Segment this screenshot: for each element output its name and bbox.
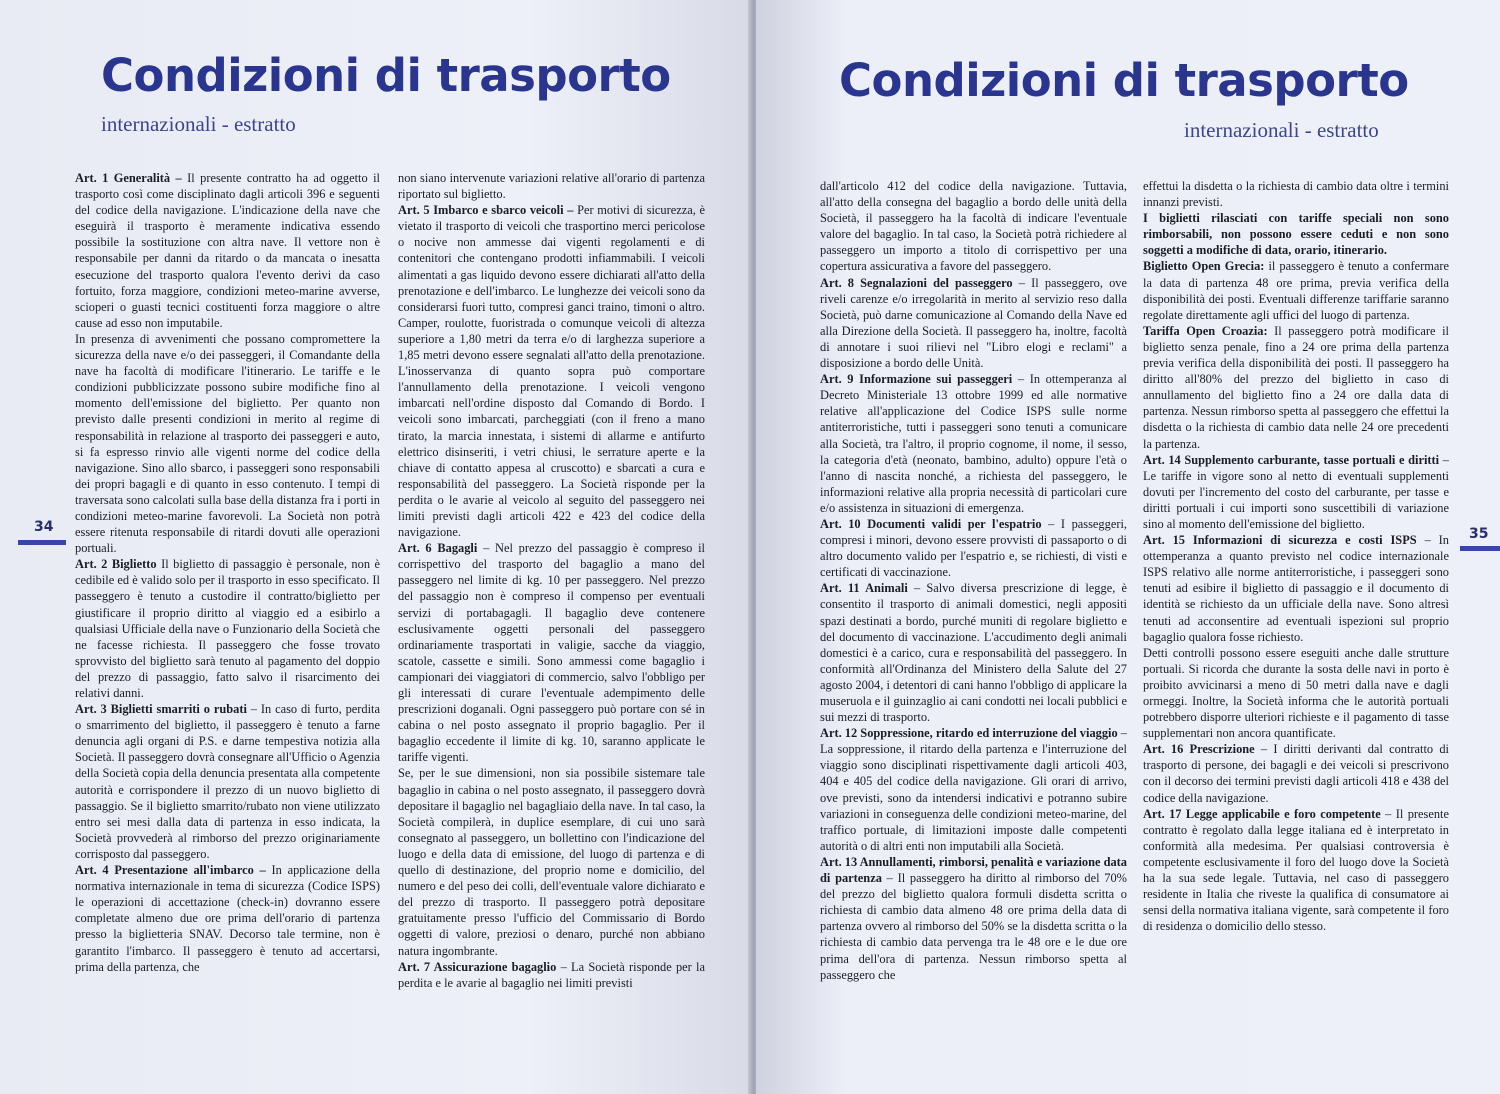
text-column-1	[75, 170, 380, 975]
article-body: dall'articolo 412 del codice della navigazione. Tuttavia, all'atto della consegna del bagaglio a bordo delle unità della Società, il passeggero ha la facoltà di indicare l'eventuale valore del bagaglio. In tal caso, la Società potrà richiedere al passeggero un importo a titolo di corrispettivo per una copertura assicurativa a favore del passeggero.	[820, 179, 1127, 274]
article-body: In applicazione della normativa internazionale in tema di sicurezza (Codice ISPS) le operazioni di accettazione (check-in) dovranno essere completate almeno due ore prima dell'orario di partenza presso la biglietteria SNAV. Decorso tale termine, non è garantito l'imbarco. Il passeggero è tenuto ad accertarsi, prima della partenza, che	[75, 863, 380, 974]
text-column-2	[398, 170, 705, 991]
article-body: Detti controlli possono essere eseguiti anche dalle strutture portuali. Si ricorda che durante la sosta delle navi in porto è proibito avvicinarsi a meno di 50 metri dalla nave e dagli ormeggi. Inoltre, la Società informa che le autorità portuali potrebbero disporre ulteriori richieste e il pagamento di tasse supplementari non ancora quantificate.	[1143, 645, 1449, 741]
article-heading: Art. 7 Assicurazione bagaglio	[398, 959, 557, 974]
article-paragraph	[1143, 532, 1449, 645]
article-paragraph	[75, 331, 380, 556]
article-heading: Tariffa Open Croazia:	[1143, 323, 1268, 338]
page-subtitle: internazionali - estratto	[1184, 118, 1379, 142]
page-title: Condizioni di trasporto	[839, 54, 1409, 107]
article-body: – Il passeggero ha diritto al rimborso del 70% del prezzo del biglietto qualora formuli disdetta scritta o richiesta di cambio data almeno 48 ore prima della data di partenza ovvero al rimborso del 50% se la disdetta scritta o la richiesta di cambio data pervenga tra le 48 ore e le due ore prima dell'ora di partenza. Nessun rimborso spetta al passeggero che	[820, 871, 1127, 982]
article-paragraph	[1143, 258, 1449, 322]
article-body: – I diritti derivanti dal contratto di trasporto di persone, dei bagagli e dei veicoli si prescrivono con il decorso dei termini previsti dagli articoli 418 e 438 del codice della navigazione.	[1143, 742, 1449, 805]
article-heading: Art. 6 Bagagli	[398, 541, 478, 556]
article-paragraph	[75, 862, 380, 975]
page-number: 35	[1469, 526, 1489, 542]
article-heading: Art. 4 Presentazione all'imbarco –	[75, 863, 266, 878]
article-heading: Art. 13 Annullamenti, rimborsi, penalità e variazione data di partenza	[820, 854, 1128, 886]
page-title: Condizioni di trasporto	[101, 49, 671, 102]
article-body: – Nel prezzo del passaggio è compreso il corrispettivo del trasporto del bagaglio a mano del passeggero nel limite di kg. 10 per passeggero. Nel prezzo del passaggio non è compreso il compenso per eventuali servizi di portabagagli. Il bagaglio deve contenere esclusivamente oggetti personali del passeggero ordinariamente trasportati in valigie, sacche da viaggio, scatole, cassette e simili. Sono ammessi come bagaglio i campionari dei viaggiatori di commercio, salvo l'obbligo per gli interessati di curare l'eventuale adempimento delle prescrizioni doganali. Ogni passeggero può portare con sé in cabina o nel posto assegnato il proprio bagaglio. Per il bagaglio eccedente il limite di kg. 10, saranno applicate le tariffe vigenti.	[398, 541, 705, 765]
article-paragraph	[820, 854, 1127, 983]
article-paragraph	[398, 765, 705, 958]
article-paragraph	[1143, 210, 1449, 258]
article-body: – Salvo diversa prescrizione di legge, è consentito il trasporto di animali domestici, negli appositi spazi destinati a bordo, purché muniti di regolare biglietto e del documento di vaccinazione. L'accudimento degli animali domestici è a carico, cura e responsabilità del passeggero. In conformità all'Ordinanza del Ministero della Salute del 27 agosto 2004, i detentori di cani hanno l'obbligo di applicare la museruola e il guinzaglio ai cani condotti nei locali pubblici e sui mezzi di trasporto.	[820, 581, 1127, 725]
article-body: – Le tariffe in vigore sono al netto di eventuali supplementi dovuti per l'incremento del costo del carburante, per tasse e diritti portuali i cui importi sono suscettibili di variazione sino al momento dell'emissione del biglietto.	[1143, 452, 1449, 531]
article-heading: Art. 1 Generalità –	[75, 171, 182, 185]
article-paragraph	[1143, 178, 1449, 210]
article-paragraph	[75, 170, 380, 331]
article-body: – In ottemperanza a quanto previsto nel codice internazionale ISPS relativo alle norme antiterroristiche, i passeggeri sono tenuti ad esibire il biglietto di passaggio e il documento di identità se richiesto da un ufficiale della nave. Sono altresì tenuti ad acconsentire ad eventuali ispezioni sul proprio bagaglio qualora fosse richiesto.	[1143, 533, 1450, 644]
article-heading: Art. 2 Biglietto	[75, 557, 157, 572]
page-number: 34	[34, 519, 54, 535]
article-heading: Art. 15 Informazioni di sicurezza e costi ISPS	[1143, 533, 1417, 548]
article-body: – La soppressione, il ritardo della partenza e l'interruzione del viaggio sono disciplinati rispettivamente dagli articoli 403, 404 e 405 del codice della navigazione. Gli orari di arrivo, ove previsti, sono da intendersi indicativi e potranno subire variazioni in conseguenza delle condizioni meteo-marine, del traffico portuale, di limitazioni imposte dalle competenti autorità o di altri enti non imputabili alla Società.	[820, 726, 1127, 853]
article-heading: Art. 14 Supplemento carburante, tasse portuali e diritti	[1143, 452, 1440, 467]
article-heading: Art. 12 Soppressione, ritardo ed interruzione del viaggio	[820, 726, 1118, 741]
right-page	[756, 0, 1500, 1094]
article-heading: Art. 5 Imbarco e sbarco veicoli –	[398, 203, 574, 218]
article-body: – La Società risponde per la perdita e le avarie al bagaglio nei limiti previsti	[398, 959, 705, 990]
text-column-2	[1143, 178, 1449, 934]
article-body: il passeggero è tenuto a confermare la data di partenza 48 ore prima, previa verifica della disponibilità dei posti. Eventuali differenze tariffarie saranno regolate direttamente agli uffici del luogo di partenza.	[1143, 259, 1449, 322]
article-body: – In caso di furto, perdita o smarrimento del biglietto, il passeggero è tenuto a farne denuncia agli organi di P.S. e darne tempestiva notizia alla Società. Il passeggero dovrà consegnare all'Ufficio o Agenzia della Società copia della denuncia presentata alla competente autorità e corrispondere il prezzo di un nuovo biglietto di passaggio. Se il biglietto smarrito/rubato non viene utilizzato entro sei mesi dalla data di partenza in esso indicata, la Società provvederà al rimborso del prezzo originariamente corrisposto dal passeggero.	[75, 702, 380, 861]
article-body: In presenza di avvenimenti che possano compromettere la sicurezza della nave e/o dei passeggeri, il Comandante della nave ha facoltà di modificare l'itinerario. Le tariffe e le condizioni pubblicizzate possono subire modifiche fino al momento dell'emissione del biglietto. Per quanto non previsto dalle presenti condizioni in merito al regime di responsabilità in relazione al trasporto dei passeggeri e auto, si fa espresso rinvio alle vigenti norme del codice della navigazione. Sino allo sbarco, i passeggeri sono responsabili dei propri bagagli e di quanto in esso contenuto. I tempi di traversata sono calcolati sulla base della distanza fra i porti in condizioni meteo-marine favorevoli. La Società non potrà essere ritenuta responsabile di ritardi dovuti alle operazioni portuali.	[75, 331, 380, 556]
article-heading: Art. 16 Prescrizione	[1143, 742, 1255, 757]
article-paragraph	[398, 170, 705, 202]
article-paragraph	[398, 202, 705, 540]
article-paragraph	[820, 725, 1127, 854]
article-body: Il biglietto di passaggio è personale, non è cedibile ed è valido solo per il trasporto in esso specificato. Il passeggero è tenuto a custodire il contratto/biglietto per giustificare il proprio diritto al viaggio ed a esibirlo a qualsiasi Ufficiale della nave o Funzionario della Società che ne facesse richiesta. Il passeggero che fosse trovato sprovvisto del biglietto sarà tenuto al pagamento del doppio del prezzo di passaggio, fatto salvo il risarcimento dei relativi danni.	[75, 557, 381, 700]
article-paragraph	[820, 371, 1127, 516]
article-body: non siano intervenute variazioni relative all'orario di partenza riportato sul biglietto.	[398, 171, 705, 202]
text-column-1	[820, 178, 1127, 983]
article-paragraph	[1143, 323, 1449, 452]
article-body: Per motivi di sicurezza, è vietato il trasporto di veicoli che trasportino merci pericolose o nocive non ammesse dai vigenti regolamenti e di contenitori che contengano prodotti infiammabili. I veicoli alimentati a gas liquido devono essere dichiarati all'atto della prenotazione e dell'imbarco. Le lunghezze dei veicoli sono da considerarsi fuori tutto, compresi ganci traino, timoni o altro. Camper, roulotte, fuoristrada o comunque veicoli di altezza superiore a 1,80 metri da terra e/o di larghezza superiore a 1,85 metri devono essere segnalati all'atto della prenotazione. L'inosservanza di quanto sopra può comportare l'annullamento della prenotazione. I veicoli vengono imbarcati nell'ordine disposto dal Comando di Bordo. I veicoli sono imbarcati, parcheggiati (con il freno a mano tirato, la marcia innestata, i sistemi di allarme e antifurto elettrico disinseriti, i vetri chiusi, le serrature aperte e la chiave di contatto appesa al cruscotto) e sbarcati a cura e responsabilità del passeggero. La Società risponde per la perdita o le avarie al veicolo al seguito del passeggero nei limiti previsti dagli articoli 422 e 423 del codice della navigazione.	[398, 203, 705, 540]
article-paragraph	[1143, 452, 1449, 532]
article-heading: Biglietto Open Grecia:	[1143, 259, 1265, 274]
article-body: Il passeggero potrà modificare il biglietto senza penale, fino a 24 ore prima della partenza previa verifica della disponibilità dei posti. Il passeggero ha diritto all'80% del prezzo del biglietto in caso di annullamento del biglietto fino a 24 ore dalla data di partenza. Nessun rimborso spetta al passeggero che effettui la disdetta o la richiesta di cambio data nelle 24 ore precedenti la partenza.	[1143, 323, 1449, 451]
article-paragraph	[820, 516, 1127, 580]
article-heading: Art. 9 Informazione sui passeggeri	[820, 372, 1013, 387]
article-heading: Art. 10 Documenti validi per l'espatrio	[820, 516, 1042, 531]
page-subtitle: internazionali - estratto	[101, 112, 296, 136]
article-paragraph	[820, 178, 1127, 275]
article-paragraph	[820, 275, 1127, 372]
article-heading: Art. 11 Animali	[820, 581, 908, 596]
article-body: – Il presente contratto è regolato dalla legge italiana ed è interpretato in conformità alla medesima. Per qualsiasi controversia è competente esclusivamente il foro del luogo dove la Società ha la sua sede legale. Tuttavia, nel caso di passeggero residente in Italia che riveste la qualifica di consumatore ai sensi della normativa italiana vigente, sarà competente il foro di residenza o domicilio dello stesso.	[1143, 806, 1449, 934]
article-paragraph	[1143, 741, 1449, 805]
page-number-bar	[1460, 546, 1500, 551]
article-body: – Il passeggero, ove riveli carenze e/o irregolarità in merito al servizio reso dalla Società, può darne comunicazione al Comando della Nave ed alla Direzione della Società. Il passeggero ha, inoltre, facoltà di annotare i suoi rilievi nel "Libro elogi e reclami" a disposizione a bordo delle Unità.	[820, 275, 1127, 371]
article-paragraph	[1143, 645, 1449, 742]
article-body: Il presente contratto ha ad oggetto il trasporto così come disciplinato dagli articoli 396 e seguenti del codice della navigazione. L'indicazione della nave che eseguirà il trasporto è meramente indicativa essendo possibile la sostituzione con altra nave. Il vettore non è responsabile per danni da ritardo o da mancata o inesatta esecuzione del trasporto qualora l'evento derivi da caso fortuito, forza maggiore, condizioni meteo-marine avverse, scioperi o guasti tecnici costituenti forza maggiore o altre cause ad esso non imputabile.	[75, 171, 380, 330]
article-paragraph	[75, 701, 380, 862]
article-paragraph	[398, 959, 705, 991]
article-body: Se, per le sue dimensioni, non sia possibile sistemare tale bagaglio in cabina o nel posto assegnato, il passeggero dovrà depositare il bagaglio nel bagagliaio della nave. In tal caso, la Società compilerà, in duplice esemplare, di cui uno sarà consegnato al passeggero, un bollettino con l'indicazione del luogo e della data di emissione, del luogo di partenza e di quello di destinazione, del proprio nome e domicilio, del numero e del peso dei colli, dell'eventuale valore dichiarato e del prezzo di trasporto. Il passeggero potrà depositare gratuitamente presso l'ufficio del Commissario di Bordo oggetti di valore, preziosi o denaro, purché non abbiano natura ingombrante.	[398, 766, 705, 958]
article-heading: Art. 17 Legge applicabile e foro competente	[1143, 806, 1381, 821]
article-paragraph	[1143, 806, 1449, 935]
article-paragraph	[398, 540, 705, 765]
article-body: – In ottemperanza al Decreto Ministeriale 13 ottobre 1999 ed alle normative relative all'applicazione del Codice ISPS sulle norme antiterroristiche, tutti i passeggeri sono tenuti a comunicare alla Società, tra l'altro, il proprio cognome, il nome, il sesso, la categoria d'età (neonato, bambino, adulto) oppure l'età o l'anno di nascita nonché, a richiesta del passeggero, le informazioni relative alla propria necessità di particolari cure e/o assistenza in situazioni di emergenza.	[820, 372, 1127, 515]
article-heading: Art. 3 Biglietti smarriti o rubati	[75, 702, 247, 717]
article-heading: I biglietti rilasciati con tariffe speciali non sono rimborsabili, non possono essere ceduti e non sono soggetti a modifiche di data, orario, itinerario.	[1143, 211, 1449, 258]
article-heading: Art. 8 Segnalazioni del passeggero	[820, 275, 1013, 290]
page-number-bar	[18, 540, 66, 545]
article-body: effettui la disdetta o la richiesta di cambio data oltre i termini innanzi previsti.	[1143, 179, 1449, 210]
article-paragraph	[820, 580, 1127, 725]
article-paragraph	[75, 556, 380, 701]
article-body: – I passeggeri, compresi i minori, devono essere provvisti di passaporto o di altro documento valido per l'espatrio e, se richiesti, di visti e certificati di vaccinazione.	[820, 516, 1127, 580]
